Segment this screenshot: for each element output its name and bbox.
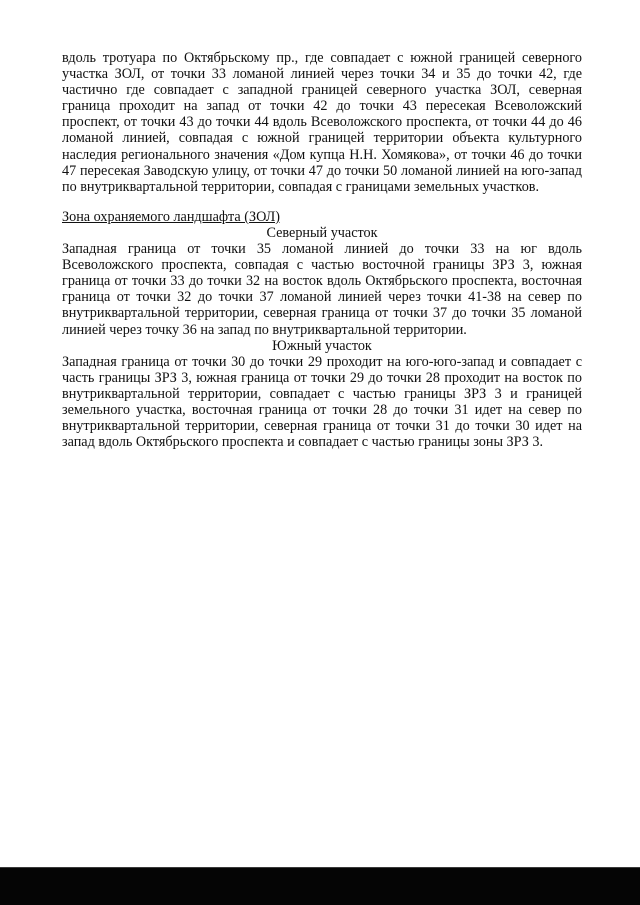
south-section-text: Западная граница от точки 30 до точки 29 проходит на юго-юго-запад и совпадает с часть границы ЗРЗ 3, южная граница от точки 29 до точки 28 проходит на восток по внутриквартальной территории, совпадает с частью границы ЗРЗ 3 и границей земельного участка, восточная граница от точки 28 до точки 31 идет на север по внутриквартальной территории, северная граница от точки 31 до точки 30 идет на запад вдоль Октябрьского проспекта и совпадает с частью границы зоны ЗРЗ 3. [62, 353, 582, 451]
north-section-text: Западная граница от точки 35 ломаной линией до точки 33 на юг вдоль Всеволожского проспекта, совпадая с частью восточной границы ЗРЗ 3, южная граница от точки 33 до точки 32 на восток вдоль Октябрьского проспекта, восточная граница от точки 32 до точки 37 ломаной линией через точки 41-38 на север по внутриквартальной территории, северная граница от точки 37 до точки 35 ломаной линией через точку 36 на запад по внутриквартальной территории. [62, 241, 582, 338]
document-page [62, 50, 582, 450]
scan-border-bar [0, 868, 640, 905]
south-section-title: Южный участок [272, 337, 372, 354]
north-section-title: Северный участок [266, 224, 378, 241]
intro-paragraph: вдоль тротуара по Октябрьскому пр., где совпадает с южной границей северного участка ЗОЛ, от точки 33 ломаной линией через точки 34 и 35 до точки 42, где частично где совпадает с западной границей северного участка ЗОЛ, северная граница проходит на запад от точки 42 до точки 43 пересекая Всеволожский проспект, от точки 43 до точки 44 вдоль Всеволожского проспекта, от точки 44 до 46 ломаной линией, совпадая с южной границей территории объекта культурного наследия регионального значения «Дом купца Н.Н. Хомякова», от точки 46 до точки 47 пересекая Заводскую улицу, от точки 47 до точки 50 ломаной линией на юго-запад по внутриквартальной территории, совпадая с границами земельных участков. [62, 50, 582, 195]
zone-heading: Зона охраняемого ландшафта (ЗОЛ) [62, 208, 280, 225]
